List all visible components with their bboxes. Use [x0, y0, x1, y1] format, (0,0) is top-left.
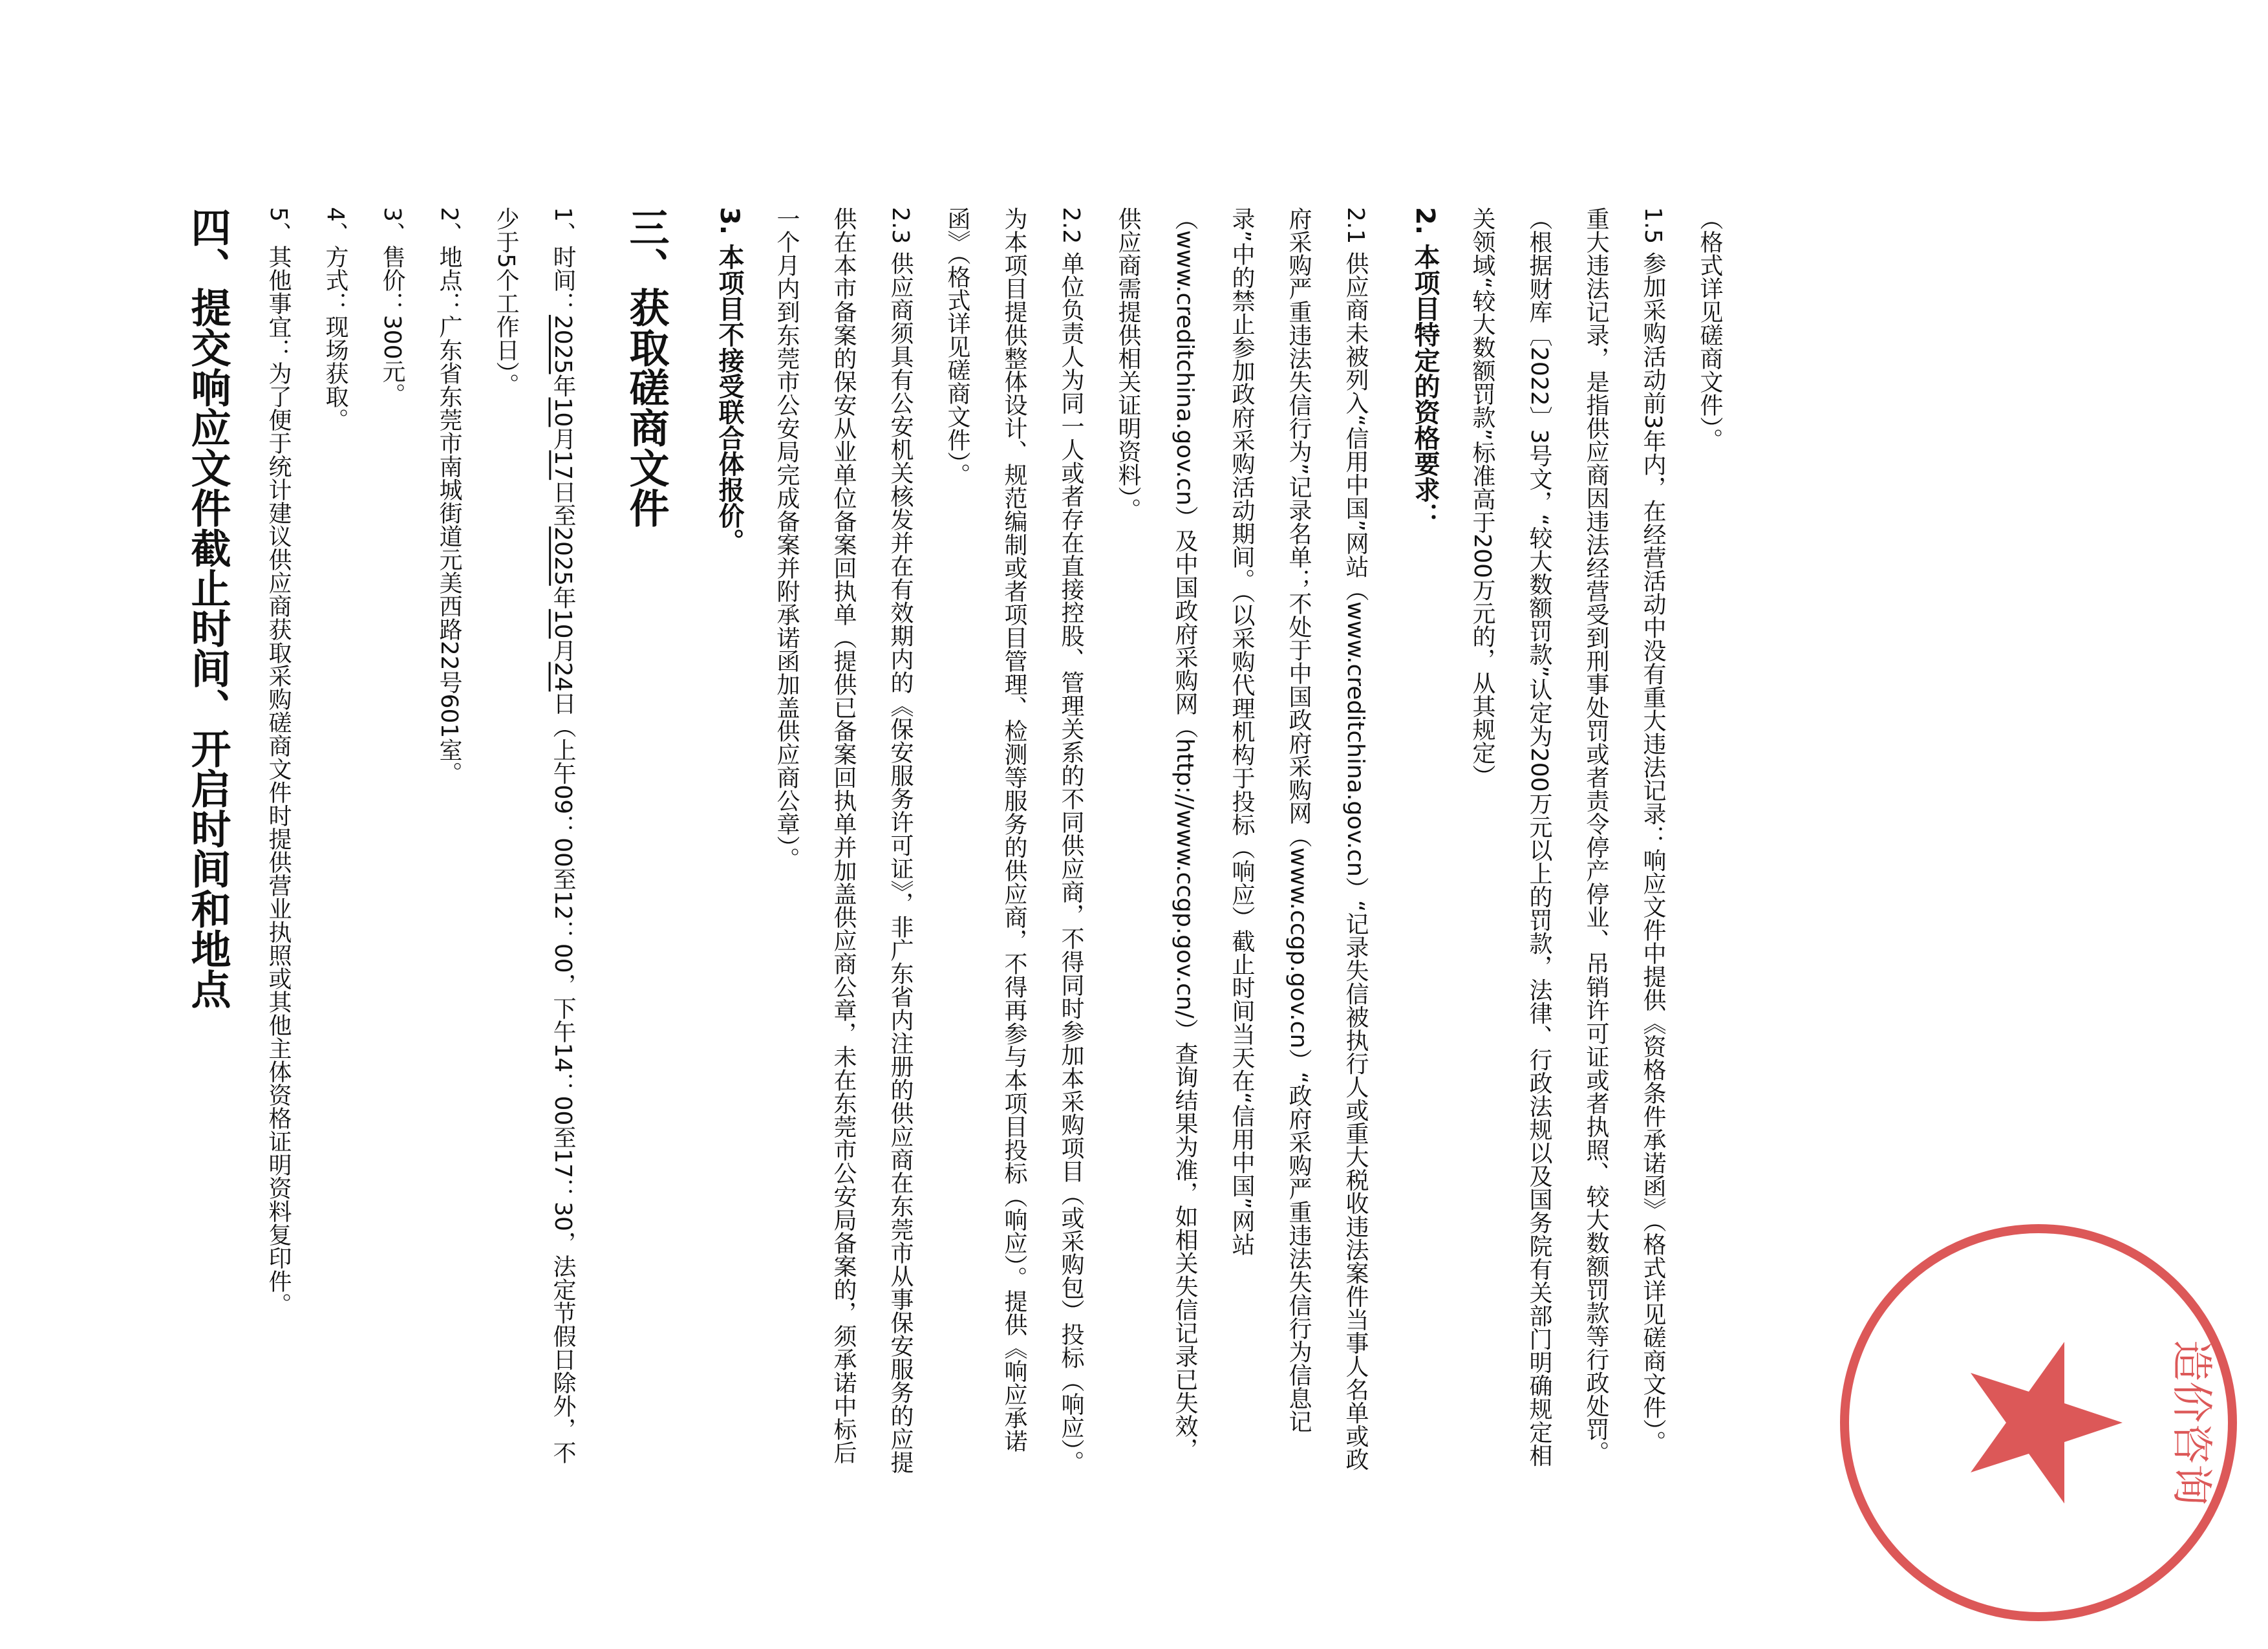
acquire-other: 5、其他事宜：为了便于统计建议供应商获取采购磋商文件时提供营业执照或其他主体资格证明资料复印件。 [265, 207, 292, 1316]
acquire-time [477, 207, 591, 1474]
time-details: （上午09：00至12：00，下午14：00至17：30，法定节假日除外，不少于5个工作日）。 [493, 207, 576, 1464]
time-label: 1、时间： [550, 207, 576, 315]
paragraph-format-note: （格式详见磋商文件）。 [1696, 207, 1723, 451]
year-char: 年 [550, 374, 576, 398]
to-char: 至 [550, 503, 576, 527]
section-3-title: 3. 本项目不接受联合体报价。 [714, 207, 744, 554]
part-3-heading: 三、获取磋商文件 [623, 207, 670, 528]
end-month: 10 [550, 609, 576, 639]
item-2-3: 2.3 供应商须具有公安机关核发并在有效期内的《保安服务许可证》，非广东省内注册的供应商在东莞市从事保安服务的应提供在本市备案的保安从业单位备案回执单（提供已备案回执单并加盖供应商公章，未在东莞市公安局备案的，须承诺中标后一个月内到东莞市公安局完成备案并附承诺函加盖供应商公章）。 [773, 207, 914, 1474]
section-2-title: 2. 本项目特定的资格要求： [1410, 207, 1440, 528]
svg-text:造价咨询: 造价咨询 [2167, 1340, 2215, 1505]
acquire-method: 4、方式：现场获取。 [322, 207, 348, 431]
year-char: 年 [550, 585, 576, 609]
month-char: 月 [550, 427, 576, 451]
item-2-1: 2.1 供应商未被列入“信用中国”网站（www.creditchina.gov.cn）“记录失信被执行人或重大税收违法案件当事人名单或政府采购严重违法失信行为”记录名单；不处于中国政府采购网（www.ccgp.gov.cn）“政府采购严重违法失信行为信息记录”中的禁止参加政府采购活动期间。（以采购代理机构于投标（响应）截止时间当天在“信用中国”网站（www.creditchina.gov.cn）及中国政府采购网（http://www.ccgp.gov.cn/）查询结果为准，如相关失信记录已失效，供应商需提供相关证明资料）。 [1115, 207, 1369, 1471]
month-char: 月 [550, 638, 576, 662]
acquire-price: 3、售价：300元。 [379, 207, 405, 406]
paragraph-1-5: 1.5 参加采购活动前3年内，在经营活动中没有重大违法记录：响应文件中提供《资格条件承诺函》（格式详见磋商文件）。重大违法记录，是指供应商因违法经营受到刑事处罚或者责令停产停业、吊销许可证或者执照、较大数额罚款等行政处罚。（根据财库〔2022〕3号文，“较大数额罚款”认定为200万元以上的罚款，法律、行政法规以及国务院有关部门明确规定相关领域“较大数额罚款”标准高于200万元的，从其规定） [1469, 207, 1666, 1467]
start-month: 10 [550, 397, 576, 427]
document-body [146, 207, 1738, 1474]
start-year: 2025 [550, 314, 576, 374]
company-seal-stamp [1812, 1196, 2265, 1649]
day-char: 日 [550, 480, 576, 504]
item-2-2: 2.2 单位负责人为同一人或者存在直接控股、管理关系的不同供应商，不得同时参加本采购项目（或采购包）投标（响应）。为本项目提供整体设计、规范编制或者项目管理、检测等服务的供应商，不得再参与本项目投标（响应）。提供《响应承诺函》（格式详见磋商文件）。 [944, 207, 1084, 1474]
part-4-heading: 四、提交响应文件截止时间、开启时间和地点 [184, 207, 231, 1009]
end-day: 24 [550, 662, 576, 692]
day-char: 日 [550, 691, 576, 715]
start-day: 17 [550, 450, 576, 480]
acquire-location: 2、地点：广东省东莞市南城街道元美西路22号601室。 [436, 207, 462, 785]
end-year: 2025 [550, 526, 576, 586]
